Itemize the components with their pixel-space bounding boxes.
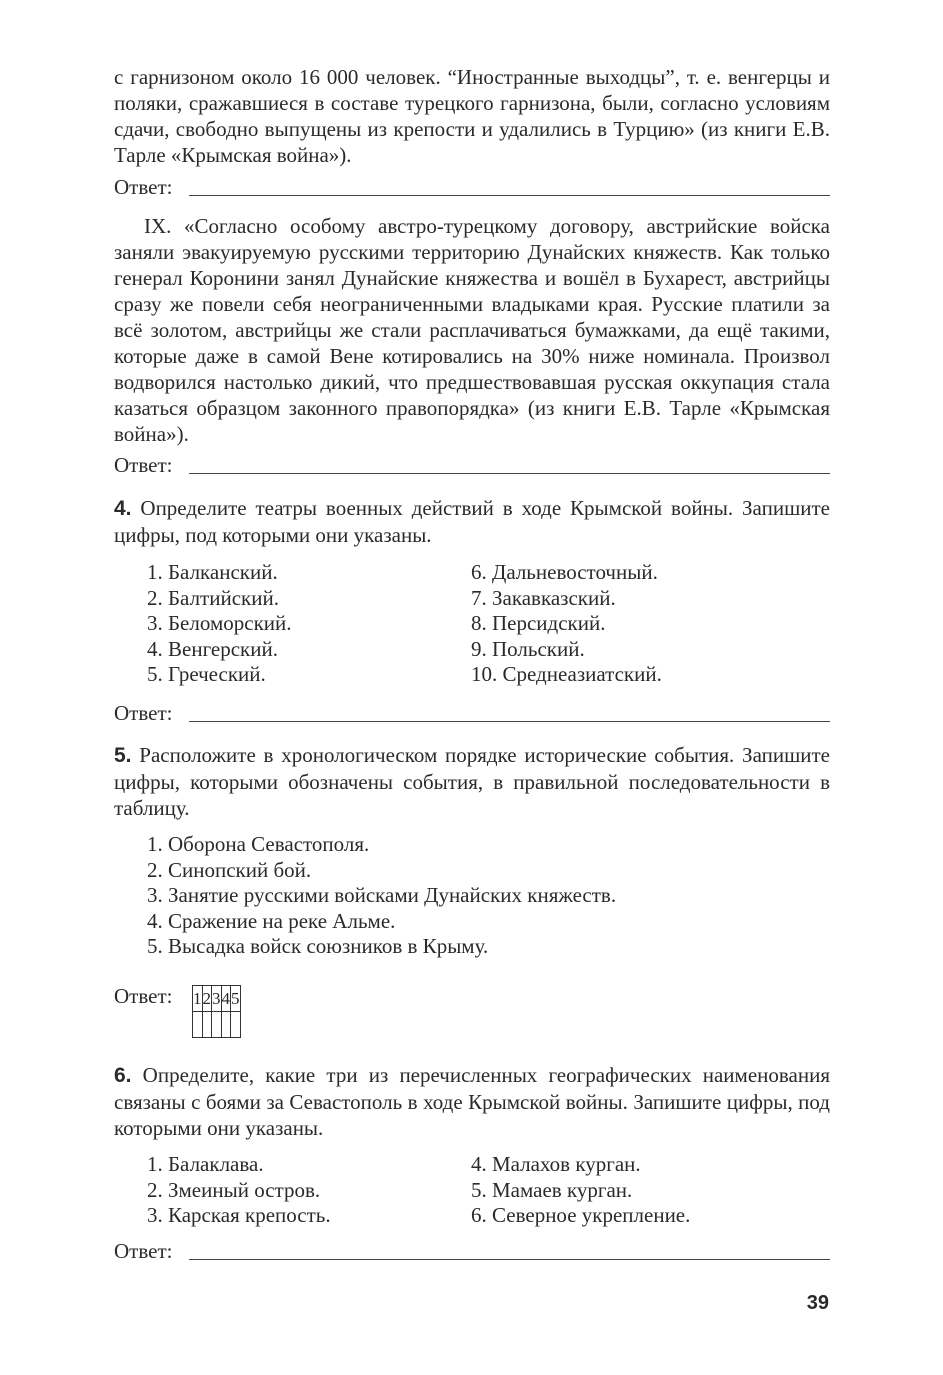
answer-table-input-cell[interactable] — [231, 1012, 241, 1038]
option-item: 3. Карская крепость. — [147, 1203, 331, 1227]
answer-line — [189, 195, 830, 196]
option-item: 2. Змеиный остров. — [147, 1177, 321, 1202]
event-item: 3. Занятие русскими войсками Дунайских княжеств. — [147, 883, 617, 907]
event-item: 5. Высадка войск союзников в Крыму. — [147, 934, 489, 958]
question-5-events — [147, 832, 616, 960]
answer-table-input-cell[interactable] — [193, 1012, 203, 1038]
answer-label: Ответ: — [114, 175, 173, 199]
question-4-options-right — [471, 560, 662, 688]
option-item: 3. Беломорский. — [147, 611, 292, 635]
answer-line — [189, 473, 830, 474]
question-4-text — [114, 495, 830, 548]
question-4-prompt: Определите театры военных действий в ходе Крымской войны. Запишите цифры, под которыми они указаны. — [114, 496, 830, 547]
page-number: 39 — [806, 1292, 829, 1314]
answer-field-ix[interactable] — [114, 452, 830, 478]
answer-table-q5 — [192, 985, 241, 1038]
question-6-text — [114, 1062, 830, 1141]
option-item: 4. Малахов курган. — [471, 1152, 641, 1176]
question-5-number: 5. — [114, 744, 132, 767]
question-6-prompt: Определите, какие три из перечисленных географических наименования связаны с боями за Севастополь в ходе Крымской войны. Запишите цифры, под которыми они указаны. — [114, 1063, 830, 1140]
answer-field-q6[interactable] — [114, 1238, 830, 1264]
answer-label: Ответ: — [114, 1239, 173, 1263]
option-item: 6. Северное укрепление. — [471, 1203, 691, 1227]
event-item: 4. Сражение на реке Альме. — [147, 908, 396, 933]
answer-label: Ответ: — [114, 984, 173, 1008]
question-6-options-left — [147, 1152, 331, 1229]
answer-line — [189, 721, 830, 722]
answer-table-input-row — [193, 1012, 241, 1038]
answer-table-header-cell: 3 — [212, 986, 222, 1012]
answer-table-input-cell[interactable] — [202, 1012, 212, 1038]
excerpt-ix-paragraph: IX. «Согласно особому австро-турецкому договору, австрийские войска заняли эвакуируемую русскими территорию Дунайских княжеств. Как только генерал Коронини занял Дунайские княжества и вошёл в Бухарест, австрийцы сразу же повели себя неограниченными владыками края. Русские платили за всё золотом, австрийцы же стали расплачиваться бумажками, да ещё такими, которые даже в самой Вене котировались на 30% ниже номинала. Произвол водворился настолько дикий, что предшествовавшая русская оккупация стала казаться образцом законного правопорядка» (из книги Е.В. Тарле «Крымская война»). — [114, 214, 830, 446]
question-6-number: 6. — [114, 1064, 132, 1087]
answer-table-header-cell: 4 — [221, 986, 231, 1012]
event-item: 2. Синопский бой. — [147, 857, 312, 882]
option-item: 7. Закавказский. — [471, 585, 616, 610]
option-item: 1. Балаклава. — [147, 1152, 264, 1176]
option-item: 1. Балканский. — [147, 560, 278, 584]
option-item: 9. Польский. — [471, 636, 585, 661]
answer-table-header-row — [193, 986, 241, 1012]
answer-line — [189, 1259, 830, 1260]
answer-field-q4[interactable] — [114, 700, 830, 726]
answer-label: Ответ: — [114, 453, 173, 477]
answer-table-header-cell: 5 — [231, 986, 241, 1012]
question-6-options-right — [471, 1152, 690, 1229]
option-item: 8. Персидский. — [471, 611, 606, 635]
intro-paragraph: с гарнизоном около 16 000 человек. “Иностранные выходцы”, т. е. венгерцы и поляки, сражавшиеся в составе турецкого гарнизона, были, согласно условиям сдачи, свободно выпущены из крепости и удалились в Турцию» (из книги Е.В. Тарле «Крымская война»). — [114, 65, 830, 167]
question-4-number: 4. — [114, 497, 132, 520]
question-5-text — [114, 742, 830, 821]
option-item: 2. Балтийский. — [147, 585, 279, 610]
option-item: 5. Греческий. — [147, 662, 266, 686]
answer-table-input-cell[interactable] — [221, 1012, 231, 1038]
answer-table-header-cell: 2 — [202, 986, 212, 1012]
event-item: 1. Оборона Севастополя. — [147, 832, 370, 856]
answer-table-input-cell[interactable] — [212, 1012, 222, 1038]
answer-label: Ответ: — [114, 701, 173, 725]
answer-table-header-cell: 1 — [193, 986, 203, 1012]
answer-field-viii[interactable] — [114, 174, 830, 200]
option-item: 10. Среднеазиатский. — [471, 662, 662, 686]
option-item: 6. Дальневосточный. — [471, 560, 658, 584]
question-4-options-left — [147, 560, 292, 688]
option-item: 5. Мамаев курган. — [471, 1177, 633, 1202]
question-5-prompt: Расположите в хронологическом порядке исторические события. Запишите цифры, которыми обозначены события, в правильной последовательности в таблицу. — [114, 743, 830, 820]
option-item: 4. Венгерский. — [147, 636, 278, 661]
